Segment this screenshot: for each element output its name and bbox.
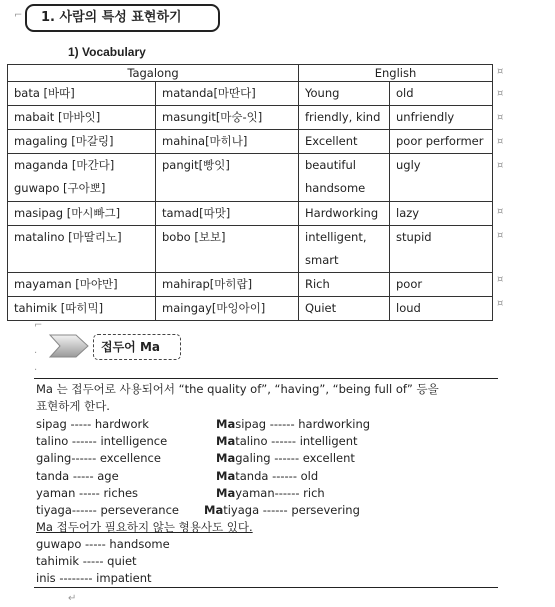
table-row (8, 154, 493, 202)
english-word: Young (299, 82, 390, 106)
tagalog-word: magaling [마갈링] (8, 130, 156, 154)
margin-mark: . (34, 362, 38, 373)
section-title-box (25, 4, 220, 32)
cell-end-mark: ¤ (497, 160, 504, 171)
example-row (36, 450, 355, 467)
english-line: intelligent, (305, 230, 367, 244)
english-word (299, 154, 390, 202)
tagalog-word: matalino [마딸리노] (8, 226, 156, 273)
english-word: old (390, 82, 493, 106)
tagalog-word: mahina[마히나] (156, 130, 299, 154)
english-word: Quiet (299, 297, 390, 321)
margin-mark: ⌐ (34, 320, 43, 331)
table-row (8, 130, 493, 154)
derived-text: galing ------ excellent (235, 451, 355, 465)
tagalog-word: tahimik [따히믹] (8, 297, 156, 321)
tagalog-word: pangit[빵잇] (156, 154, 299, 202)
margin-mark: . (34, 345, 38, 356)
derived-text: yaman------ rich (235, 486, 325, 500)
english-word: unfriendly (390, 106, 493, 130)
example-root: talino ------ intelligence (36, 434, 168, 448)
english-line: smart (305, 253, 339, 267)
prefix-heading-box (93, 334, 181, 360)
example-derived (216, 468, 318, 485)
header-tagalog: Tagalong (8, 65, 299, 82)
english-word: Excellent (299, 130, 390, 154)
section-title: 1. 사람의 특성 표현하기 (41, 10, 182, 25)
tagalog-word: mabait [마바잇] (8, 106, 156, 130)
tagalog-word: matanda[마딴다] (156, 82, 299, 106)
tagalog-word: bobo [보보] (156, 226, 299, 273)
example-derived (216, 485, 325, 502)
tagalog-word: mayaman [마야만] (8, 273, 156, 297)
extra-example: guwapo ----- handsome (36, 537, 170, 551)
english-word: poor (390, 273, 493, 297)
english-word: Hardworking (299, 202, 390, 226)
example-derived (204, 502, 360, 519)
tagalog-word: masipag [마시빠그] (8, 202, 156, 226)
table-row (8, 273, 493, 297)
top-divider (34, 378, 498, 379)
table-row (8, 82, 493, 106)
note-line: Ma 접두어가 필요하지 않는 형용사도 있다. (36, 520, 253, 534)
example-root: galing------ excellence (36, 451, 161, 465)
example-row (36, 468, 319, 485)
tagalog-word: maingay[마잉아이] (156, 297, 299, 321)
example-root: sipag ----- hardwork (36, 417, 149, 431)
example-derived (216, 416, 370, 433)
example-root: yaman ----- riches (36, 486, 139, 500)
corner-mark: ⌐ (14, 10, 23, 21)
extra-example: tahimik ----- quiet (36, 554, 137, 568)
tagalog-word: tamad[따맛] (156, 202, 299, 226)
english-word: poor performer (390, 130, 493, 154)
cell-end-mark: ¤ (497, 298, 504, 309)
table-row (8, 297, 493, 321)
bottom-divider (34, 587, 498, 588)
tagalog-word: bata [바따] (8, 82, 156, 106)
english-word: loud (390, 297, 493, 321)
paragraph-mark: ↵ (68, 593, 77, 604)
example-derived (216, 450, 355, 467)
prefix-ma: Ma (204, 503, 224, 517)
example-row (36, 502, 360, 519)
tagalog-line: guwapo [구아뽀] (14, 181, 106, 195)
derived-text: sipag ------ hardworking (235, 417, 371, 431)
chevron-arrow-icon (48, 333, 90, 359)
example-root: tiyaga------ perseverance (36, 503, 179, 517)
prefix-ma: Ma (216, 434, 236, 448)
prefix-ma: Ma (216, 486, 236, 500)
example-root: tanda ----- age (36, 469, 119, 483)
intro-line-2: 표현하게 한다. (36, 399, 110, 413)
extra-example: inis -------- impatient (36, 571, 152, 585)
english-word: lazy (390, 202, 493, 226)
subsection-heading: 1) Vocabulary (68, 45, 146, 59)
cell-end-mark: ¤ (497, 66, 504, 77)
header-english: English (299, 65, 493, 82)
cell-end-mark: ¤ (497, 230, 504, 241)
prefix-ma: Ma (216, 451, 236, 465)
table-row (8, 226, 493, 273)
cell-end-mark: ¤ (497, 112, 504, 123)
example-derived (216, 433, 358, 450)
english-line: beautiful (305, 158, 356, 172)
english-word: Rich (299, 273, 390, 297)
table-header-row (8, 65, 493, 82)
cell-end-mark: ¤ (497, 206, 504, 217)
table-row (8, 202, 493, 226)
tagalog-word (8, 154, 156, 202)
prefix-ma: Ma (216, 469, 236, 483)
english-word (299, 226, 390, 273)
example-row (36, 416, 371, 433)
english-line: handsome (305, 181, 366, 195)
table-row (8, 106, 493, 130)
cell-end-mark: ¤ (497, 274, 504, 285)
intro-line-1: Ma 는 접두어로 사용되어서 “the quality of”, “having”, “being full of” 등을 (36, 382, 439, 396)
english-word: friendly, kind (299, 106, 390, 130)
cell-end-mark: ¤ (497, 136, 504, 147)
example-row (36, 485, 325, 502)
english-word: stupid (390, 226, 493, 273)
example-row (36, 433, 358, 450)
vocabulary-table (7, 64, 493, 321)
english-word: ugly (390, 154, 493, 202)
derived-text: tiyaga ------ persevering (223, 503, 360, 517)
prefix-ma: Ma (216, 417, 236, 431)
tagalog-word: mahirap[마히랍] (156, 273, 299, 297)
cell-end-mark: ¤ (497, 88, 504, 99)
tagalog-word: masungit[마숭-잇] (156, 106, 299, 130)
derived-text: talino ------ intelligent (235, 434, 358, 448)
prefix-heading: 접두어 Ma (101, 340, 160, 354)
derived-text: tanda ------ old (235, 469, 319, 483)
tagalog-line: maganda [마간다] (14, 158, 115, 172)
